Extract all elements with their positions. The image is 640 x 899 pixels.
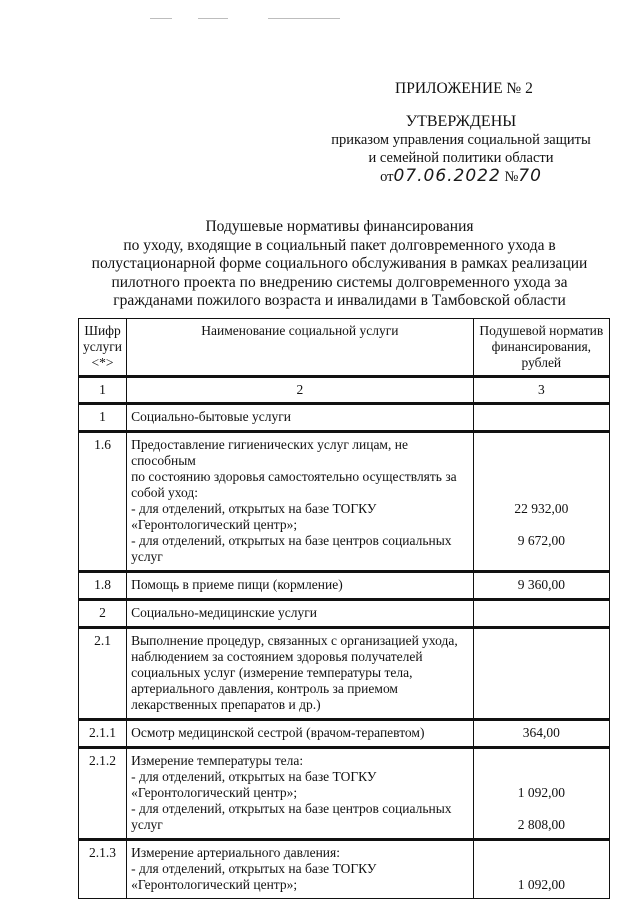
service-name-line: собой уход: — [131, 485, 199, 500]
row-norm-amount — [473, 720, 609, 748]
row-norm-amount — [473, 628, 609, 720]
norms-table — [78, 318, 610, 899]
title-line: полустационарной форме социального обслуживания в рамках реализации — [91, 255, 588, 272]
row-norm-amount — [473, 432, 609, 572]
table-row — [79, 404, 610, 432]
service-name-line: - для отделений, открытых на базе ТОГКУ — [131, 769, 377, 784]
table-row — [79, 600, 610, 628]
service-name-line: социальных услуг (измерение температуры тела, — [131, 665, 413, 680]
table-row — [79, 432, 610, 572]
service-name-line: - для отделений, открытых на базе ТОГКУ — [131, 501, 377, 516]
row-norm-amount — [473, 600, 609, 628]
table-row — [79, 720, 610, 748]
row-service-name — [127, 720, 474, 748]
norm-amount: 364,00 — [522, 725, 560, 740]
row-service-name — [127, 628, 474, 720]
date-prefix: от — [380, 169, 394, 185]
norm-amount: 9 360,00 — [517, 577, 565, 592]
table-row — [79, 572, 610, 600]
row-code: 2.1.1 — [79, 720, 127, 748]
row-service-name — [127, 432, 474, 572]
header-code-line: услуги — [83, 339, 123, 354]
scan-artifact — [150, 18, 340, 21]
header-code — [79, 319, 127, 377]
title-line: гражданами пожилого возраста и инвалидами в Тамбовской области — [113, 292, 566, 309]
table-body — [79, 404, 610, 899]
service-name-line: Измерение артериального давления: — [131, 845, 340, 860]
document-title — [62, 218, 617, 311]
service-name-line: - для отделений, открытых на базе ТОГКУ — [131, 861, 377, 876]
table-row — [79, 748, 610, 840]
service-name-line: «Геронтологический центр»; — [131, 517, 298, 532]
spacer — [478, 753, 605, 769]
row-code: 1.8 — [79, 572, 127, 600]
service-name-line: - для отделений, открытых на базе центров социальных — [131, 801, 452, 816]
service-name-line: лекарственных препаратов и др.) — [131, 697, 321, 712]
spacer — [478, 769, 605, 785]
row-code: 1 — [79, 404, 127, 432]
column-number-row — [79, 377, 610, 404]
norm-amount: 2 808,00 — [517, 817, 565, 832]
row-service-name — [127, 840, 474, 899]
handwritten-number: 70 — [518, 166, 542, 186]
spacer — [478, 453, 605, 469]
row-norm-amount — [473, 404, 609, 432]
approval-block — [320, 113, 602, 186]
table-row — [79, 628, 610, 720]
title-line: пилотного проекта по внедрению системы долговременного ухода за — [111, 273, 568, 291]
service-name-line: Предоставление гигиенических услуг лицам, не способным — [131, 437, 408, 468]
service-name-line: Помощь в приеме пищи (кормление) — [131, 577, 343, 592]
spacer — [478, 517, 605, 533]
norm-amount: 22 932,00 — [514, 501, 569, 516]
service-name-line: Социально-бытовые услуги — [131, 409, 291, 424]
service-name-line: наблюдением за состоянием здоровья получателей — [131, 649, 423, 664]
spacer — [478, 485, 605, 501]
header-norm — [473, 319, 609, 377]
spacer — [478, 437, 605, 453]
norm-amount: 1 092,00 — [517, 785, 565, 800]
col-number: 3 — [473, 377, 609, 404]
service-name-line: - для отделений, открытых на базе центров социальных — [131, 533, 452, 548]
appendix-label: ПРИЛОЖЕНИЕ № 2 — [395, 80, 533, 97]
spacer — [478, 845, 605, 861]
service-name-line: Социально-медицинские услуги — [131, 605, 318, 620]
service-name-line: Осмотр медицинской сестрой (врачом-терапевтом) — [131, 725, 425, 740]
col-number: 2 — [127, 377, 474, 404]
norm-amount: 9 672,00 — [517, 533, 565, 548]
number-prefix: № — [504, 169, 519, 185]
col-number: 1 — [79, 377, 127, 404]
service-name-line: по состоянию здоровья самостоятельно осуществлять за — [131, 469, 457, 484]
service-name-line: Измерение температуры тела: — [131, 753, 304, 768]
spacer — [478, 469, 605, 485]
handwritten-date: 07.06.2022 — [393, 166, 501, 186]
header-name: Наименование социальной услуги — [127, 319, 474, 377]
spacer — [478, 801, 605, 817]
service-name-line: услуг — [131, 817, 163, 832]
row-service-name — [127, 404, 474, 432]
row-code: 1.6 — [79, 432, 127, 572]
order-date-line — [380, 167, 542, 186]
row-code: 2.1 — [79, 628, 127, 720]
approved-by-line1: приказом управления социальной защиты — [331, 132, 591, 148]
service-name-line: артериального давления, контроль за приемом — [131, 681, 398, 696]
row-service-name — [127, 748, 474, 840]
norm-amount: 1 092,00 — [517, 877, 565, 892]
title-line: Подушевые нормативы финансирования — [205, 218, 474, 235]
header-norm-line: финансирования, — [491, 339, 592, 354]
row-norm-amount — [473, 748, 609, 840]
table-row — [79, 840, 610, 899]
service-name-line: услуг — [131, 549, 163, 564]
header-norm-line: рублей — [521, 355, 562, 370]
row-code: 2 — [79, 600, 127, 628]
row-norm-amount — [473, 840, 609, 899]
row-service-name — [127, 572, 474, 600]
header-code-line: Шифр — [84, 323, 121, 338]
header-norm-line: Подушевой норматив — [479, 323, 604, 338]
row-service-name — [127, 600, 474, 628]
row-code: 2.1.2 — [79, 748, 127, 840]
row-code: 2.1.3 — [79, 840, 127, 899]
service-name-line: «Геронтологический центр»; — [131, 785, 298, 800]
service-name-line: Выполнение процедур, связанных с организацией ухода, — [131, 633, 458, 648]
table-header-row — [79, 319, 610, 377]
row-norm-amount — [473, 572, 609, 600]
service-name-line: «Геронтологический центр»; — [131, 877, 298, 892]
approved-label: УТВЕРЖДЕНЫ — [405, 113, 517, 130]
approved-by-line2: и семейной политики области — [368, 150, 554, 166]
title-line: по уходу, входящие в социальный пакет долговременного ухода в — [123, 236, 556, 254]
header-code-line: <*> — [91, 355, 114, 370]
